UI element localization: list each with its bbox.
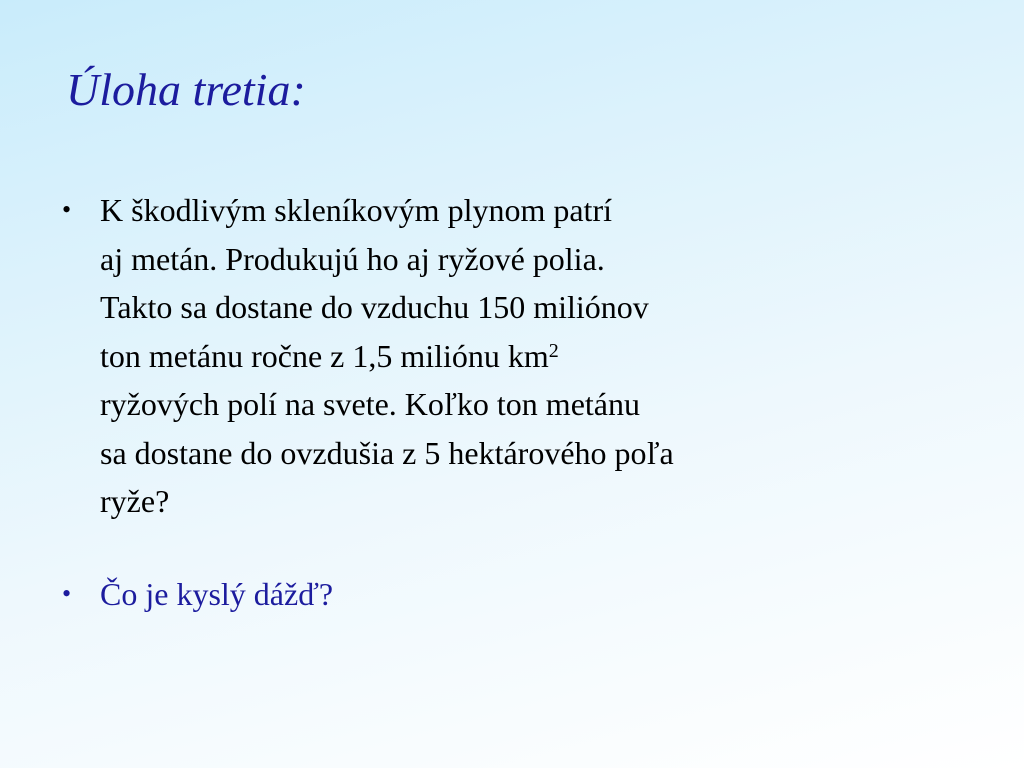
text-line-with-superscript bbox=[100, 332, 962, 381]
text-line-content: ton metánu ročne z 1,5 miliónu km bbox=[100, 337, 549, 374]
text-line: sa dostane do ovzdušia z 5 hektárového poľa bbox=[100, 434, 674, 471]
text-line: Takto sa dostane do vzduchu 150 miliónov bbox=[100, 289, 649, 325]
text-line: K škodlivým skleníkovým plynom patrí bbox=[100, 192, 612, 228]
bullet-item-methane-problem bbox=[62, 186, 962, 526]
text-line: ryže? bbox=[100, 483, 170, 519]
slide-title: Úloha tretia: bbox=[66, 64, 306, 115]
bullet-list bbox=[62, 186, 962, 618]
bullet-text bbox=[100, 186, 962, 526]
text-line: aj metán. Produkujú ho aj ryžové polia. bbox=[100, 240, 605, 277]
bullet-item-acid-rain bbox=[62, 570, 962, 619]
superscript-two: 2 bbox=[548, 339, 559, 362]
bullet-text: Čo je kyslý dážď? bbox=[100, 575, 334, 612]
text-line: ryžových polí na svete. Koľko ton metánu bbox=[100, 386, 640, 422]
bullet-marker: • bbox=[62, 578, 72, 608]
bullet-marker: • bbox=[62, 195, 72, 224]
